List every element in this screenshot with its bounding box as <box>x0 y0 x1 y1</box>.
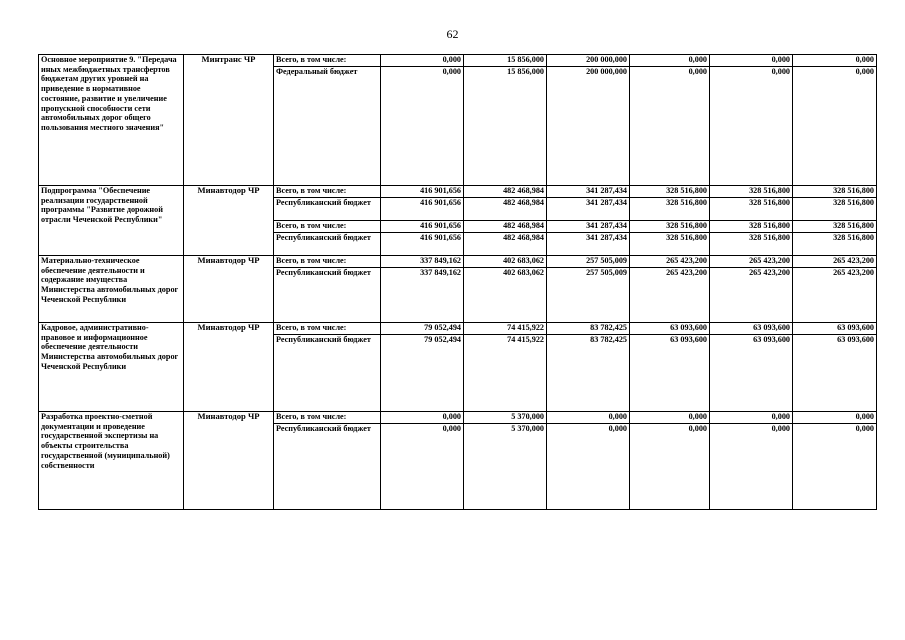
amount-cell: 0,000 <box>710 424 793 510</box>
amount-cell: 265 423,200 <box>630 256 710 268</box>
funding-source-cell: Всего, в том числе: <box>274 55 381 67</box>
amount-cell: 337 849,162 <box>381 256 464 268</box>
amount-cell: 328 516,800 <box>630 221 710 233</box>
amount-cell: 265 423,200 <box>710 268 793 323</box>
amount-cell: 265 423,200 <box>793 256 877 268</box>
table-row <box>39 412 877 424</box>
amount-cell: 265 423,200 <box>793 268 877 323</box>
event-name-cell: Разработка проектно-сметной документации и проведение государственной экспертизы на объекты строительства государственной (муниципальной) собственности <box>39 412 184 510</box>
amount-cell: 83 782,425 <box>547 323 630 335</box>
funding-source-cell: Всего, в том числе: <box>274 221 381 233</box>
amount-cell: 328 516,800 <box>710 221 793 233</box>
amount-cell: 341 287,434 <box>547 233 630 256</box>
amount-cell: 257 505,009 <box>547 268 630 323</box>
amount-cell: 416 901,656 <box>381 198 464 221</box>
amount-cell: 265 423,200 <box>710 256 793 268</box>
amount-cell: 0,000 <box>381 67 464 186</box>
amount-cell: 328 516,800 <box>793 198 877 221</box>
table-row <box>39 186 877 198</box>
funding-source-cell: Всего, в том числе: <box>274 323 381 335</box>
amount-cell: 0,000 <box>793 412 877 424</box>
amount-cell: 63 093,600 <box>793 335 877 412</box>
funding-source-cell: Республиканский бюджет <box>274 335 381 412</box>
page-number: 62 <box>446 27 459 41</box>
amount-cell: 328 516,800 <box>630 233 710 256</box>
amount-cell: 482 468,984 <box>464 233 547 256</box>
amount-cell: 265 423,200 <box>630 268 710 323</box>
amount-cell: 0,000 <box>547 412 630 424</box>
amount-cell: 416 901,656 <box>381 186 464 198</box>
amount-cell: 0,000 <box>710 67 793 186</box>
amount-cell: 79 052,494 <box>381 335 464 412</box>
amount-cell: 328 516,800 <box>630 198 710 221</box>
funding-source-cell: Республиканский бюджет <box>274 233 381 256</box>
amount-cell: 0,000 <box>630 67 710 186</box>
amount-cell: 328 516,800 <box>710 198 793 221</box>
funding-source-cell: Всего, в том числе: <box>274 186 381 198</box>
amount-cell: 79 052,494 <box>381 323 464 335</box>
funding-source-cell: Всего, в том числе: <box>274 412 381 424</box>
table-row <box>39 323 877 335</box>
amount-cell: 63 093,600 <box>710 323 793 335</box>
amount-cell: 63 093,600 <box>630 335 710 412</box>
executor-cell: Минтранс ЧР <box>184 55 274 186</box>
amount-cell: 482 468,984 <box>464 186 547 198</box>
amount-cell: 402 683,062 <box>464 268 547 323</box>
funding-source-cell: Республиканский бюджет <box>274 424 381 510</box>
amount-cell: 0,000 <box>381 412 464 424</box>
amount-cell: 341 287,434 <box>547 221 630 233</box>
event-name-cell: Кадровое, административно-правовое и информационное обеспечение деятельности Министерства автомобильных дорог Чеченской Республики <box>39 323 184 412</box>
funding-source-cell: Федеральный бюджет <box>274 67 381 186</box>
executor-cell: Минавтодор ЧР <box>184 323 274 412</box>
amount-cell: 83 782,425 <box>547 335 630 412</box>
amount-cell: 328 516,800 <box>793 186 877 198</box>
amount-cell: 482 468,984 <box>464 198 547 221</box>
amount-cell: 416 901,656 <box>381 221 464 233</box>
executor-cell: Минавтодор ЧР <box>184 186 274 256</box>
amount-cell: 257 505,009 <box>547 256 630 268</box>
event-name-cell: Подпрограмма "Обеспечение реализации государственной программы "Развитие дорожной отрасли Чеченской Республики" <box>39 186 184 256</box>
amount-cell: 0,000 <box>710 412 793 424</box>
amount-cell: 0,000 <box>630 424 710 510</box>
amount-cell: 200 000,000 <box>547 55 630 67</box>
executor-cell: Минавтодор ЧР <box>184 412 274 510</box>
table-row <box>39 256 877 268</box>
amount-cell: 328 516,800 <box>793 233 877 256</box>
amount-cell: 0,000 <box>630 412 710 424</box>
event-name-cell: Основное мероприятие 9. "Передача иных межбюджетных трансфертов бюджетам других уровней на приведение в нормативное состояние, развитие и увеличение пропускной способности сети автомобильных дорог общего пользования местного значения" <box>39 55 184 186</box>
amount-cell: 15 856,000 <box>464 67 547 186</box>
amount-cell: 328 516,800 <box>710 186 793 198</box>
amount-cell: 0,000 <box>381 55 464 67</box>
amount-cell: 200 000,000 <box>547 67 630 186</box>
amount-cell: 0,000 <box>710 55 793 67</box>
funding-source-cell: Республиканский бюджет <box>274 198 381 221</box>
table-row <box>39 55 877 67</box>
amount-cell: 0,000 <box>793 55 877 67</box>
amount-cell: 402 683,062 <box>464 256 547 268</box>
event-name-cell: Материально-техническое обеспечение деятельности и содержание имущества Министерства автомобильных дорог Чеченской Республики <box>39 256 184 323</box>
amount-cell: 416 901,656 <box>381 233 464 256</box>
amount-cell: 0,000 <box>793 424 877 510</box>
funding-source-cell: Республиканский бюджет <box>274 268 381 323</box>
amount-cell: 337 849,162 <box>381 268 464 323</box>
amount-cell: 15 856,000 <box>464 55 547 67</box>
amount-cell: 63 093,600 <box>793 323 877 335</box>
amount-cell: 482 468,984 <box>464 221 547 233</box>
amount-cell: 0,000 <box>381 424 464 510</box>
budget-table <box>38 54 877 510</box>
amount-cell: 74 415,922 <box>464 323 547 335</box>
amount-cell: 0,000 <box>547 424 630 510</box>
amount-cell: 341 287,434 <box>547 186 630 198</box>
amount-cell: 341 287,434 <box>547 198 630 221</box>
amount-cell: 0,000 <box>793 67 877 186</box>
executor-cell: Минавтодор ЧР <box>184 256 274 323</box>
amount-cell: 63 093,600 <box>710 335 793 412</box>
amount-cell: 74 415,922 <box>464 335 547 412</box>
amount-cell: 328 516,800 <box>630 186 710 198</box>
amount-cell: 0,000 <box>630 55 710 67</box>
amount-cell: 328 516,800 <box>710 233 793 256</box>
funding-source-cell: Всего, в том числе: <box>274 256 381 268</box>
amount-cell: 5 370,000 <box>464 412 547 424</box>
amount-cell: 328 516,800 <box>793 221 877 233</box>
amount-cell: 63 093,600 <box>630 323 710 335</box>
amount-cell: 5 370,000 <box>464 424 547 510</box>
